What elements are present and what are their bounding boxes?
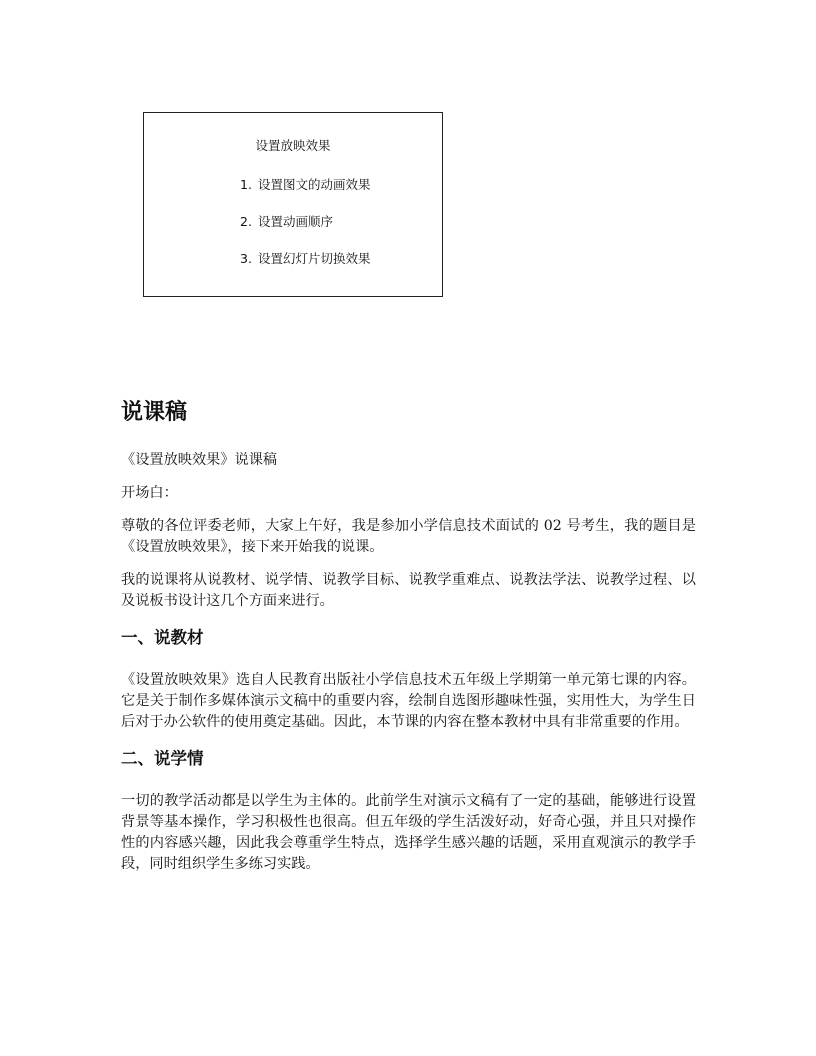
outline-paragraph: 我的说课将从说教材、说学情、说教学目标、说教学重难点、说教法学法、说教学过程、以及说板书设计这几个方面来进行。 [121, 572, 696, 609]
board-outline-item [240, 212, 333, 230]
board-outline-item [240, 175, 371, 193]
document-heading: 说课稿 [121, 400, 188, 425]
section-heading-students: 二、说学情 [121, 749, 204, 768]
outline-item-number: 2. [240, 214, 252, 229]
board-outline-title: 设置放映效果 [255, 138, 331, 153]
outline-item-text: 设置图文的动画效果 [258, 177, 371, 192]
outline-item-number: 1. [240, 177, 252, 192]
outline-item-text: 设置动画顺序 [258, 214, 334, 229]
intro-paragraph: 尊敬的各位评委老师，大家上午好，我是参加小学信息技术面试的 02 号考生，我的题目是《设置放映效果》，接下来开始我的说课。 [121, 518, 696, 555]
outline-item-text: 设置幻灯片切换效果 [258, 251, 371, 266]
document-body [121, 396, 696, 887]
board-outline-box [143, 112, 443, 297]
opening-label: 开场白： [121, 485, 178, 501]
section-students-paragraph: 一切的教学活动都是以学生为主体的。此前学生对演示文稿有了一定的基础，能够进行设置背景等基本操作，学习积极性也很高。但五年级的学生活泼好动，好奇心强，并且只对操作性的内容感兴趣，因此我会尊重学生特点，选择学生感兴趣的话题，采用直观演示的教学手段，同时组织学生多练习实践。 [121, 793, 696, 872]
outline-item-number: 3. [240, 251, 252, 266]
document-subtitle: 《设置放映效果》说课稿 [121, 452, 278, 468]
section-textbook-paragraph: 《设置放映效果》选自人民教育出版社小学信息技术五年级上学期第一单元第七课的内容。它是关于制作多媒体演示文稿中的重要内容，绘制自选图形趣味性强，实用性大，为学生日后对于办公软件的使用奠定基础。因此，本节课的内容在整本教材中具有非常重要的作用。 [121, 672, 696, 730]
section-heading-textbook: 一、说教材 [121, 628, 204, 647]
board-outline-item [240, 249, 371, 267]
